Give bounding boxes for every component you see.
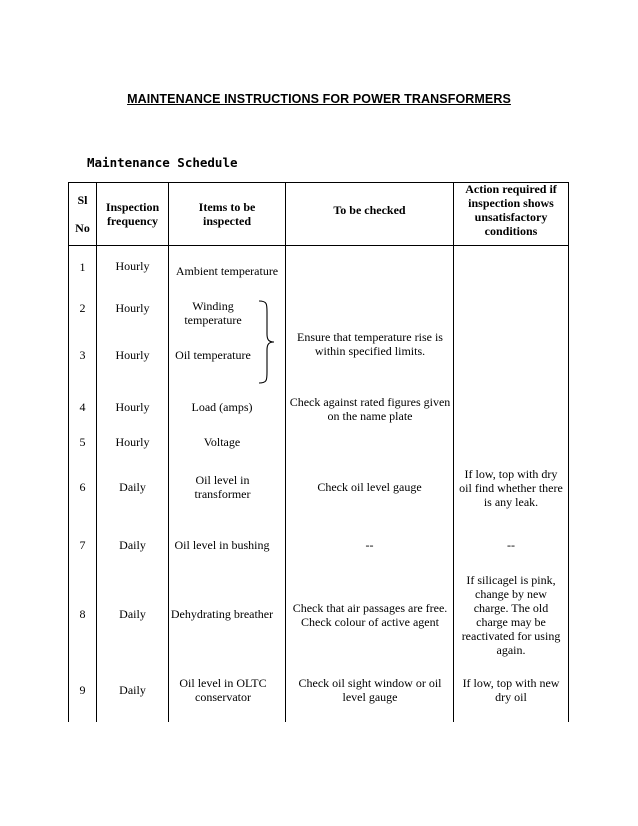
row-9-action: If low, top with new dry oil <box>462 676 560 704</box>
row-5-sl: 5 <box>79 435 86 449</box>
row-5-frequency: Hourly <box>115 435 150 449</box>
col-border-4 <box>453 182 454 722</box>
header-frequency: Inspection frequency <box>105 200 160 228</box>
row-2-frequency: Hourly <box>115 301 150 315</box>
header-sl-line2: No <box>75 221 90 235</box>
row-6-action: If low, top with dry oil find whether there is any leak. <box>459 467 563 509</box>
row-1-sl: 1 <box>79 260 86 274</box>
row-8-check: Check that air passages are free. Check colour of active agent <box>292 601 448 629</box>
row-6-sl: 6 <box>79 480 86 494</box>
row-2-item: Winding temperature <box>184 299 242 327</box>
row-7-sl: 7 <box>79 538 86 552</box>
header-sl <box>69 183 96 245</box>
curly-brace-icon <box>257 300 275 384</box>
header-bottom-border <box>68 245 569 246</box>
row-6-frequency: Daily <box>119 480 146 494</box>
row-7-check: -- <box>365 538 374 552</box>
row-8-frequency: Daily <box>119 607 146 621</box>
col-border-right <box>568 182 569 722</box>
row-7-frequency: Daily <box>119 538 146 552</box>
row-7-item: Oil level in bushing <box>174 538 270 552</box>
row-3-sl: 3 <box>79 348 86 362</box>
row-5-item: Voltage <box>203 435 241 449</box>
row-6-item: Oil level in transformer <box>194 473 251 501</box>
section-title: Maintenance Schedule <box>87 155 238 170</box>
row-7-action: -- <box>507 538 515 552</box>
row-8-item: Dehydrating breather <box>170 607 274 621</box>
row-9-sl: 9 <box>79 683 86 697</box>
row-6-check: Check oil level gauge <box>317 480 422 494</box>
header-items: Items to be inspected <box>198 200 256 228</box>
header-checked: To be checked <box>333 203 406 217</box>
row-1-frequency: Hourly <box>115 259 150 273</box>
row-8-sl: 8 <box>79 607 86 621</box>
document-title: MAINTENANCE INSTRUCTIONS FOR POWER TRANSFORMERS <box>127 92 511 106</box>
row-1-item: Ambient temperature <box>175 264 279 278</box>
row-9-check: Check oil sight window or oil level gauge <box>298 676 442 704</box>
row-4-check: Check against rated figures given on the name plate <box>289 395 451 423</box>
row-9-item: Oil level in OLTC conservator <box>179 676 267 704</box>
row-4-sl: 4 <box>79 400 86 414</box>
col-border-3 <box>285 182 286 722</box>
row-8-action: If silicagel is pink, change by new charge. The old charge may be reactivated for using again. <box>461 573 561 657</box>
row-3-item: Oil temperature <box>175 348 251 362</box>
row-4-frequency: Hourly <box>115 400 150 414</box>
temperature-check-note: Ensure that temperature rise is within specified limits. <box>297 330 443 358</box>
row-9-frequency: Daily <box>119 683 146 697</box>
row-4-item: Load (amps) <box>191 400 253 414</box>
header-sl-line1: Sl <box>77 193 88 207</box>
header-action: Action required if inspection shows unsatisfactory conditions <box>465 182 557 238</box>
row-2-sl: 2 <box>79 301 86 315</box>
row-3-frequency: Hourly <box>115 348 150 362</box>
